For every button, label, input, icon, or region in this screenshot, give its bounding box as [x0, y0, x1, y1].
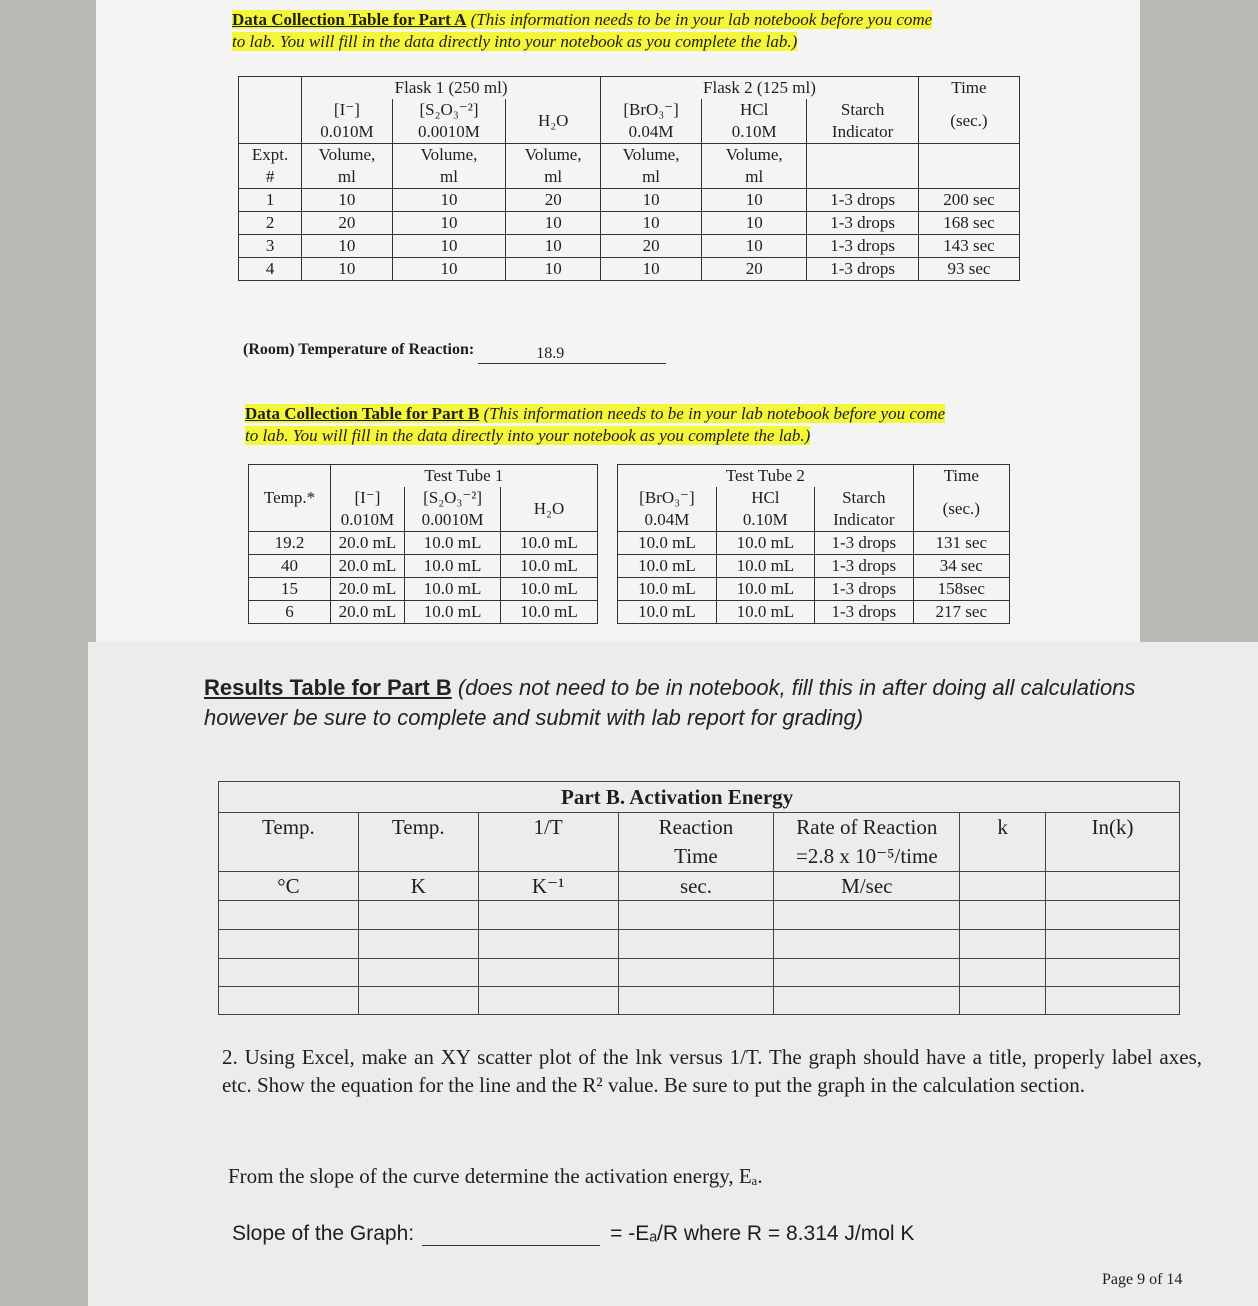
- table-row: 15 20.0 mL 10.0 mL 10.0 mL 10.0 mL 10.0 mL 1-3 drops 158sec: [249, 578, 1010, 601]
- table-row: 3 10 10 10 20 10 1-3 drops 143 sec: [239, 235, 1020, 258]
- part-b-table: Temp.* Test Tube 1 Test Tube 2 Time [I⁻] [S₂O₃⁻²] H₂O [BrO₃⁻] HCl Starch (sec.) 0.010M 0.0010M 0.04M 0.10M Indicator 19.2 20.0 mL 10.0 mL 10.0 mL 10.0 mL 10.0 mL 1-3 drops 131 sec 40 20.0 mL 10.0 mL 10.0 mL 10.0 mL 10.0 mL 1-3 drops 34 sec 15 20.0 mL 10.0 mL 10.0 mL 10.0 mL 10.0 mL 1-3 drops 158sec 6 20.0 mL 10.0 mL 10.0 mL 10.0 mL 10.0 mL 1-3 drops 217 sec: [248, 464, 1010, 624]
- room-temperature: (Room) Temperature of Reaction: 18.9: [243, 341, 666, 360]
- table-row: [219, 987, 1180, 1015]
- table-row: 4 10 10 10 10 20 1-3 drops 93 sec: [239, 258, 1020, 281]
- part-a-table: Flask 1 (250 ml) Flask 2 (125 ml) Time [I⁻] [S₂O₃⁻²] H₂O [BrO₃⁻] HCl Starch (sec.) 0.010M 0.0010M 0.04M 0.10M Indicator Expt. Volume, Volume, Volume, Volume, Volume, # ml ml ml ml ml 1 10 10 20 10 10 1-3 drops 200 sec 2 20 10 10 10 10 1-3 drops 168 sec 3 10 10 10 20 10 1-3 drops 143 sec 4 10 10 10 10 20 1-3 drops 93 sec: [238, 76, 1020, 281]
- activation-energy-instruction: From the slope of the curve determine the activation energy, Eₐ.: [228, 1164, 763, 1188]
- tube1-header: Test Tube 1: [331, 465, 598, 488]
- table-row: 6 20.0 mL 10.0 mL 10.0 mL 10.0 mL 10.0 mL 1-3 drops 217 sec: [249, 601, 1010, 624]
- flask1-header: Flask 1 (250 ml): [302, 77, 601, 100]
- table-row: 1 10 10 20 10 10 1-3 drops 200 sec: [239, 189, 1020, 212]
- tube2-header: Test Tube 2: [618, 465, 913, 488]
- results-heading: Results Table for Part B (does not need to be in notebook, fill this in after doing all calculations however be sure to complete and submit with lab report for grading): [204, 675, 1136, 730]
- instruction-paragraph: 2. Using Excel, make an XY scatter plot of the lnk versus 1/T. The graph should have a title, properly label axes, etc. Show the equation for the line and the R² value. Be sure to put the graph in the calculation section.: [222, 1045, 1202, 1097]
- time-header: Time: [918, 77, 1019, 100]
- table-row: 2 20 10 10 10 10 1-3 drops 168 sec: [239, 212, 1020, 235]
- slope-line: Slope of the Graph: = -Eₐ/R where R = 8.314 J/mol K: [232, 1222, 915, 1245]
- table-row: [219, 930, 1180, 959]
- results-table-title: Part B. Activation Energy: [219, 782, 1180, 813]
- part-b-heading: Data Collection Table for Part B (This information needs to be in your lab notebook before you come to lab. You will fill in the data directly into your notebook as you complete the lab.): [245, 404, 946, 445]
- table-row: [219, 901, 1180, 930]
- time-header-b: Time: [913, 465, 1009, 488]
- room-temperature-value: 18.9: [536, 345, 565, 362]
- table-row: 40 20.0 mL 10.0 mL 10.0 mL 10.0 mL 10.0 mL 1-3 drops 34 sec: [249, 555, 1010, 578]
- results-table: Part B. Activation Energy Temp. Temp. 1/T Reaction Time Rate of Reaction =2.8 x 10⁻⁵/time k In(k) °C K K⁻¹ sec. M/sec: [218, 781, 1180, 1015]
- page-number: Page 9 of 14: [1102, 1271, 1183, 1288]
- table-row: [219, 959, 1180, 987]
- flask2-header: Flask 2 (125 ml): [601, 77, 919, 100]
- table-row: 19.2 20.0 mL 10.0 mL 10.0 mL 10.0 mL 10.0 mL 1-3 drops 131 sec: [249, 532, 1010, 555]
- slope-blank[interactable]: [422, 1225, 600, 1246]
- temp-header: Temp.*: [249, 465, 331, 532]
- part-a-heading: Data Collection Table for Part A (This information needs to be in your lab notebook before you come to lab. You will fill in the data directly into your notebook as you complete the lab.): [232, 10, 933, 51]
